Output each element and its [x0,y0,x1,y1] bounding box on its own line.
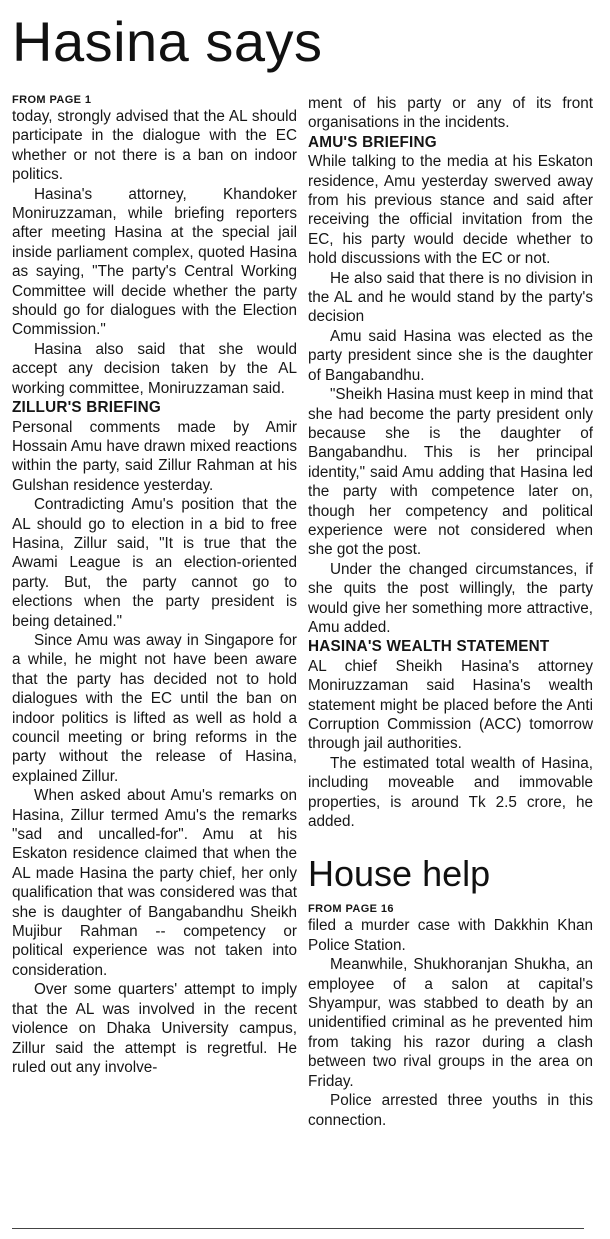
article-paragraph: filed a murder case with Dakkhin Khan Police Station. [308,917,593,954]
article-paragraph: Over some quarters' attempt to imply that the AL was involved in the recent violence on Dhaka University campus, Zillur said the attempt is regretful. He ruled out any involve- [12,981,297,1076]
bottom-rule [12,1228,584,1229]
article-paragraph: ment of his party or any of its front organisations in the incidents. [308,95,593,132]
article-paragraph: While talking to the media at his Eskaton residence, Amu yesterday swerved away from his previous stance and said after receiving the official invitation from the EC, his party would decide whether to hold discussions with the EC or not. [308,153,593,268]
left-column [12,94,297,1077]
article-paragraph: The estimated total wealth of Hasina, including moveable and immovable properties, is around Tk 2.5 crore, he added. [308,754,593,831]
subhead-wealth-statement: HASINA'S WEALTH STATEMENT [308,638,550,656]
from-page-kicker: FROM PAGE 16 [308,903,394,916]
article-paragraph: Amu said Hasina was elected as the party president since she is the daughter of Bangabandhu. [308,327,593,384]
article-paragraph: He also said that there is no division in the AL and he would stand by the party's decision [308,269,593,326]
article-paragraph: Under the changed circumstances, if she quits the post willingly, the party would give her something more attractive, Amu added. [308,560,593,636]
article-paragraph: Since Amu was away in Singapore for a while, he might not have been aware that the party has decided not to hold dialogues with the EC until the ban on indoor politics is lifted as well as hold a council meeting or bring reforms in the party without the release of Hasina, explained Zillur. [12,631,297,785]
article-paragraph: Police arrested three youths in this connection. [308,1092,593,1129]
from-page-kicker: FROM PAGE 1 [12,94,92,106]
house-help-headline: House help [308,853,491,895]
article-paragraph: "Sheikh Hasina must keep in mind that she had become the party president only because she is the daughter of Bangabandhu. This is her principal identity," said Amu adding that Hasina led the party with competence later on, though her competency and political experience were not considered when she got the post. [308,386,593,559]
article-paragraph: Hasina's attorney, Khandoker Moniruzzaman, while briefing reporters after meeting Hasina at the special jail inside parliament complex, quoted Hasina as saying, "The party's Central Working Committee will decide whether the party should go for dialogues with the Election Commission." [12,185,297,339]
right-column [308,94,593,1130]
subhead-amu-briefing: AMU'S BRIEFING [308,133,437,151]
article-paragraph: today, strongly advised that the AL should participate in the dialogue with the EC whether or not there is a ban on indoor politics. [12,108,297,184]
article-paragraph: Contradicting Amu's position that the AL should go to election in a bid to free Hasina, Zillur said, "It is true that the Awami League is an election-oriented party. But, the party cannot go to elections when the party president is being detained." [12,496,297,630]
article-paragraph: Hasina also said that she would accept any decision taken by the AL working committee, Moniruzzaman said. [12,340,297,397]
article-paragraph: Personal comments made by Amir Hossain Amu have drawn mixed reactions within the party, said Zillur Rahman at his Gulshan residence yesterday. [12,418,297,494]
article-paragraph: AL chief Sheikh Hasina's attorney Moniruzzaman said Hasina's wealth statement might be placed before the Anti Corruption Commission (ACC) tomorrow through jail authorities. [308,657,593,753]
headline: Hasina says [12,10,323,73]
article-paragraph: When asked about Amu's remarks on Hasina, Zillur termed Amu's the remarks "sad and uncalled-for". Amu at his Eskaton residence claimed that when the AL made Hasina the party chief, her only qualification that was considered was that she is daughter of Bangabandhu Sheikh Mujibur Rahman -- competency or political experience was not taken into consideration. [12,787,297,979]
article-paragraph: Meanwhile, Shukhoranjan Shukha, an employee of a salon at capital's Shyampur, was stabbed to death by an unidentified criminal as he prevented him from taking his razor during a clash between two rival groups in the area on Friday. [308,956,593,1090]
subhead-zillur-briefing: ZILLUR'S BRIEFING [12,399,161,417]
